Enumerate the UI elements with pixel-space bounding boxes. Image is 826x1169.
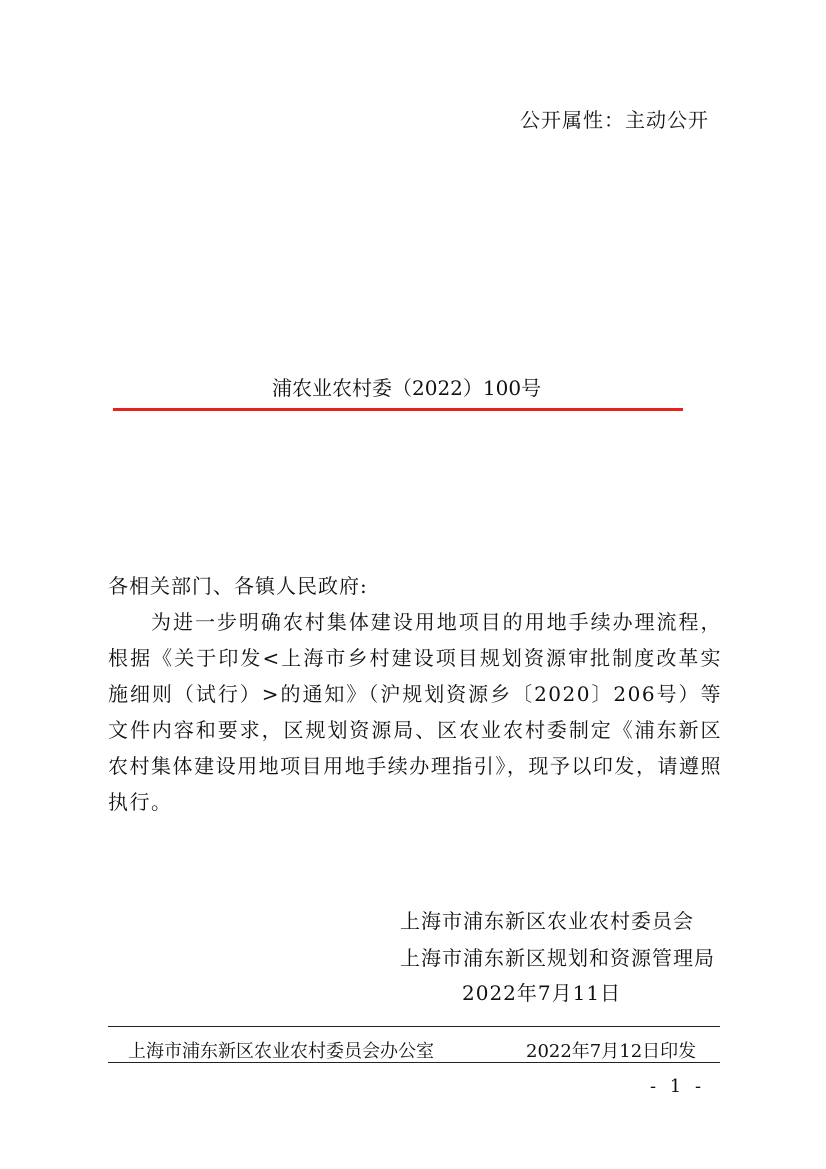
document-date: 2022年7月11日 bbox=[462, 981, 622, 1005]
print-date: 2022年7月12日印发 bbox=[526, 1041, 697, 1062]
footer-bottom-rule bbox=[108, 1062, 720, 1063]
body-paragraph: 为进一步明确农村集体建设用地项目的用地手续办理流程，根据《关于印发<上海市乡村建设项目规划资源审批制度改革实施细则（试行）>的通知》（沪规划资源乡〔2020〕206号）等文件内容和要求，区规划资源局、区农业农村委制定《浦东新区农村集体建设用地项目用地手续办理指引》，现予以印发，请遵照执行。 bbox=[108, 610, 722, 814]
footer-top-rule bbox=[108, 1026, 720, 1027]
page-number: - 1 - bbox=[650, 1076, 706, 1097]
disclosure-attribute: 公开属性：主动公开 bbox=[520, 108, 709, 132]
salutation: 各相关部门、各镇人民政府: bbox=[108, 574, 368, 598]
signatory-planning-bureau: 上海市浦东新区规划和资源管理局 bbox=[400, 946, 715, 970]
signatory-agriculture-committee: 上海市浦东新区农业农村委员会 bbox=[400, 909, 694, 933]
issuing-office: 上海市浦东新区农业农村委员会办公室 bbox=[128, 1041, 434, 1062]
document-number: 浦农业农村委（2022）100号 bbox=[272, 376, 542, 400]
red-divider bbox=[113, 408, 683, 411]
